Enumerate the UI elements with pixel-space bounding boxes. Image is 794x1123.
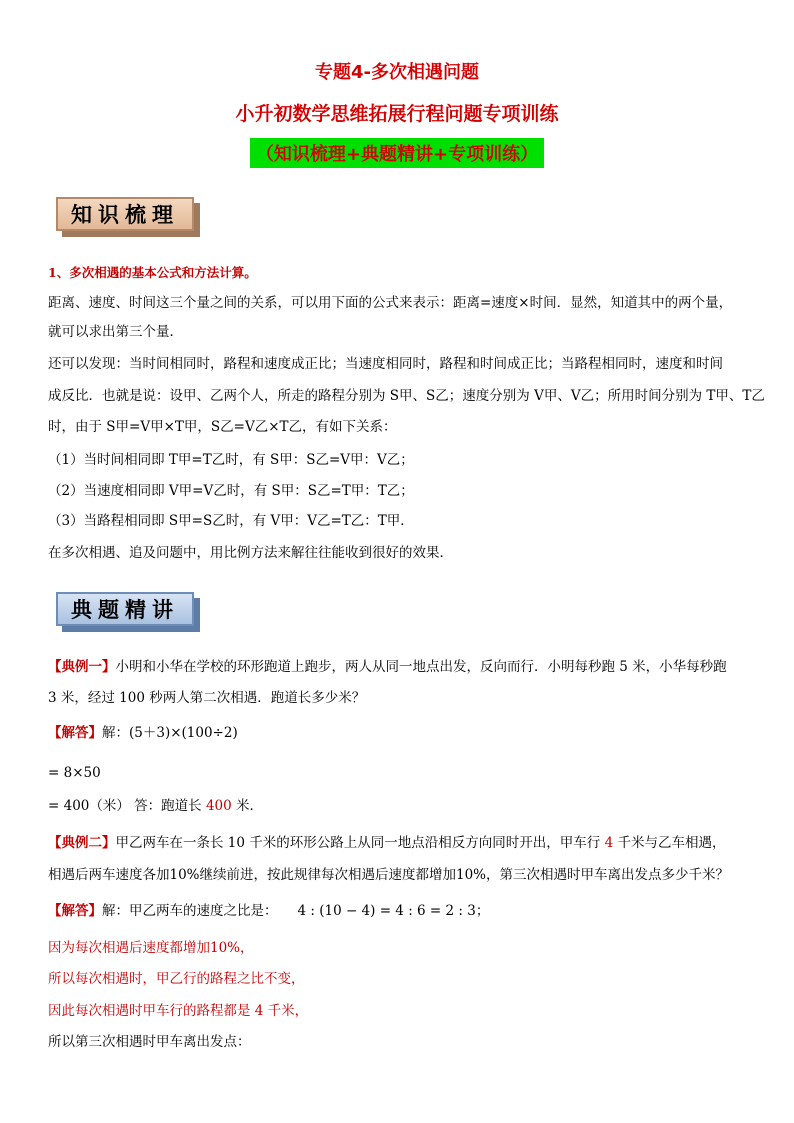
text-line: 距离、速度、时间这三个量之间的关系，可以用下面的公式来表示：距离=速度×时间．显然，知道其中的两个量， (48, 295, 733, 311)
example1-question-line (48, 661, 727, 675)
case-line: （1）当时间相同即 T甲=T乙时，有 S甲：S乙=V甲：V乙； (48, 452, 414, 468)
answer-tag: 【解答】 (48, 903, 102, 919)
example1-tag: 【典例一】 (48, 659, 116, 675)
answer-step: 所以每次相遇时，甲乙行的路程之比不变， (48, 971, 305, 987)
answer-ratio: 4 : (10 − 4) = 4 : 6 = 2 : 3； (297, 903, 490, 919)
case-line: （2）当速度相同即 V甲=V乙时，有 S甲：S乙=T甲：T乙； (48, 483, 414, 499)
text-line: 就可以求出第三个量． (48, 324, 183, 340)
badge-label: 典题精讲 (56, 592, 194, 626)
badge-label: 知识梳理 (56, 197, 194, 231)
example2-q-c: 千米与乙车相遇， (613, 835, 726, 851)
example2-question-line2: 相遇后两车速度各加10%继续前进，按此规律每次相遇后速度都增加10%，第三次相遇时甲车离出发点多少千米？ (48, 867, 730, 883)
section-badge-examples (52, 588, 202, 632)
example2-q-a: 甲乙两车在一条长 10 千米的环形公路上从同一地点沿相反方向同时开出，甲车行 (115, 835, 605, 851)
example2-tag: 【典例二】 (48, 835, 116, 851)
answer-text: 解：(5＋3)×(100÷2) (102, 725, 238, 741)
answer-tag: 【解答】 (48, 725, 102, 741)
example1-question: 小明和小华在学校的环形跑道上跑步，两人从同一地点出发，反向而行．小明每秒跑 5 米，小华每秒跑 (115, 659, 727, 675)
knowledge-heading: 1、多次相遇的基本公式和方法计算。 (48, 265, 257, 280)
answer-step: = 8×50 (48, 765, 101, 781)
answer-final-value: 400 (205, 798, 232, 814)
example1-question-line2: 3 米，经过 100 秒两人第二次相遇．跑道长多少米？ (48, 690, 366, 706)
answer-final (48, 800, 263, 814)
case-line: （3）当路程相同即 S甲=S乙时，有 V甲：V乙=T乙：T甲． (48, 513, 414, 529)
section-badge-knowledge (52, 193, 202, 237)
tag-banner (0, 138, 794, 168)
tag-text: （知识梳理+典题精讲+专项训练） (250, 138, 544, 168)
answer-final-a: = 400（米） 答：跑道长 (48, 798, 206, 814)
answer-step-value: 4 (254, 1003, 264, 1019)
answer-step-c: 千米， (263, 1003, 309, 1019)
answer-step (48, 1005, 308, 1019)
page-title: 专题4-多次相遇问题 (315, 62, 479, 83)
example1-answer-line (48, 727, 238, 741)
answer-text: 解：甲乙两车的速度之比是： (102, 903, 278, 919)
example2-answer-line (48, 905, 489, 919)
example2-q-value: 4 (604, 835, 614, 851)
text-line: 成反比．也就是说：设甲、乙两个人，所走的路程分别为 S甲、S乙；速度分别为 V甲、V乙；所用时间分别为 T甲、T乙 (48, 388, 765, 404)
text-line: 还可以发现：当时间相同时，路程和速度成正比；当速度相同时，路程和时间成正比；当路程相同时，速度和时间 (48, 356, 723, 372)
answer-step-a: 因此每次相遇时甲车行的路程都是 (48, 1003, 255, 1019)
answer-final-c: 米． (231, 798, 264, 814)
answer-step: 所以第三次相遇时甲车离出发点： (48, 1034, 251, 1050)
example2-question-line (48, 837, 725, 851)
answer-step: 因为每次相遇后速度都增加10%， (48, 940, 254, 956)
text-line: 在多次相遇、追及问题中，用比例方法来解往往能收到很好的效果． (48, 545, 453, 561)
page-subtitle: 小升初数学思维拓展行程问题专项训练 (235, 103, 559, 125)
text-line: 时，由于 S甲=V甲×T甲，S乙=V乙×T乙，有如下关系： (48, 419, 397, 435)
